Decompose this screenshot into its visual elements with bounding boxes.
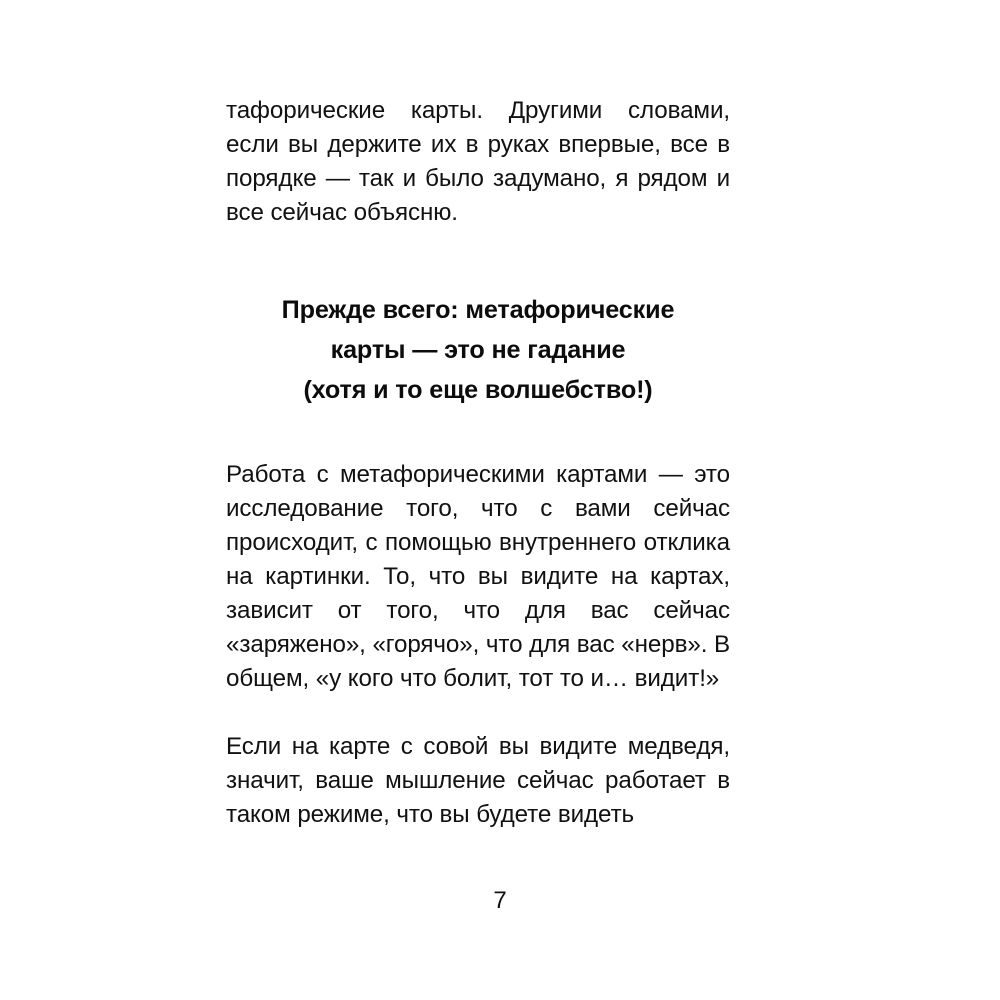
section-heading: [226, 290, 730, 410]
paragraph-body-first: Работа с метафорическими картами — это исследование того, что с вами сейчас происходит, с помощью внутреннего отклика на картинки. То, что вы видите на картах, зависит от того, что для вас сейчас «заряжено», «горячо», что для вас «нерв». В общем, «у кого что болит, тот то и… видит!»: [226, 461, 730, 692]
paragraph-continuation: тафорические карты. Другими словами, если вы держите их в руках впервые, все в порядке — так и было задумано, я рядом и все сейчас объясню.: [226, 97, 730, 226]
section-heading-line-3: (хотя и то еще волшебство!): [303, 376, 653, 404]
page-number: 7: [493, 887, 507, 914]
paragraph-body-second: Если на карте с совой вы видите медведя, значит, ваше мышление сейчас работает в таком режиме, что вы будете видеть: [226, 733, 730, 828]
page-text-column: [226, 94, 730, 832]
section-heading-line-2: карты — это не гадание: [330, 336, 626, 364]
section-heading-line-1: Прежде всего: метафорические: [281, 296, 675, 324]
